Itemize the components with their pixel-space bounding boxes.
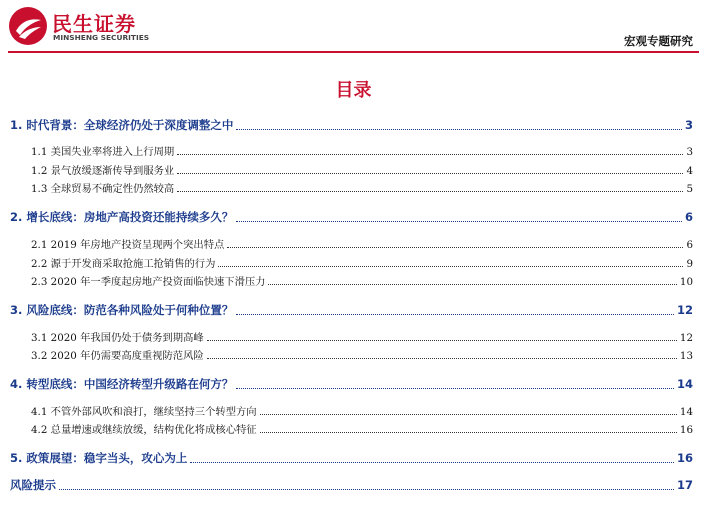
toc-dot-leader bbox=[260, 414, 677, 415]
logo-chinese-name: 民生证券 bbox=[52, 12, 136, 36]
toc-title: 目录 bbox=[335, 80, 372, 101]
toc-entry-label: 1.3 全球贸易不确定性仍然较高 bbox=[31, 183, 175, 195]
toc-dot-leader bbox=[218, 266, 683, 267]
toc-dot-leader bbox=[227, 247, 683, 248]
toc-entry-label: 3.2 2020 年仍需要高度重视防范风险 bbox=[31, 350, 204, 362]
minsheng-logo-icon bbox=[8, 6, 48, 46]
toc-entry-label: 风险提示 bbox=[10, 478, 56, 492]
toc-dot-leader bbox=[207, 340, 677, 341]
toc-entry-label: 2.2 源于开发商采取抢施工抢销售的行为 bbox=[31, 258, 216, 270]
toc-page-number: 10 bbox=[679, 276, 693, 288]
report-type-label: 宏观专题研究 bbox=[624, 34, 693, 48]
toc-section-entry[interactable] bbox=[10, 305, 693, 317]
toc-section-entry[interactable] bbox=[10, 480, 693, 492]
toc-page-number: 9 bbox=[686, 258, 693, 270]
toc-dot-leader bbox=[236, 314, 674, 315]
toc-subsection-entry[interactable] bbox=[31, 425, 693, 435]
toc-page-number: 4 bbox=[686, 165, 693, 177]
toc-section-entry[interactable] bbox=[10, 212, 693, 224]
toc-subsection-entry[interactable] bbox=[31, 147, 693, 157]
toc-page-number: 3 bbox=[684, 118, 693, 132]
toc-entry-label: 2.1 2019 年房地产投资呈现两个突出特点 bbox=[31, 239, 225, 251]
toc-page-number: 16 bbox=[676, 451, 693, 465]
minsheng-logo bbox=[8, 6, 156, 46]
toc-page-number: 16 bbox=[679, 424, 693, 436]
toc-page-number: 14 bbox=[676, 377, 693, 391]
toc-dot-leader bbox=[177, 173, 683, 174]
toc-dot-leader bbox=[177, 154, 683, 155]
toc-entry-label: 4.1 不管外部风吹和浪打，继续坚持三个转型方向 bbox=[31, 406, 257, 418]
toc-dot-leader bbox=[207, 358, 677, 359]
toc-section-entry[interactable] bbox=[10, 120, 693, 132]
toc-dot-leader bbox=[260, 432, 677, 433]
toc-dot-leader bbox=[177, 191, 683, 192]
toc-subsection-entry[interactable] bbox=[31, 166, 693, 176]
toc-subsection-entry[interactable] bbox=[31, 259, 693, 269]
toc-page-number: 5 bbox=[686, 183, 693, 195]
toc-page-number: 3 bbox=[686, 146, 693, 158]
toc-page-number: 14 bbox=[679, 406, 693, 418]
toc-subsection-entry[interactable] bbox=[31, 240, 693, 250]
toc-dot-leader bbox=[236, 221, 682, 222]
toc-subsection-entry[interactable] bbox=[31, 277, 693, 287]
toc-entry-label: 1.1 美国失业率将进入上行周期 bbox=[31, 146, 175, 158]
toc-subsection-entry[interactable] bbox=[31, 333, 693, 343]
header-divider bbox=[8, 51, 699, 53]
toc-subsection-entry[interactable] bbox=[31, 351, 693, 361]
toc-page-number: 6 bbox=[686, 239, 693, 251]
toc-entry-label: 2.3 2020 年一季度起房地产投资面临快速下滑压力 bbox=[31, 276, 266, 288]
toc-subsection-entry[interactable] bbox=[31, 407, 693, 417]
toc-entry-label: 1. 时代背景：全球经济仍处于深度调整之中 bbox=[10, 118, 234, 132]
toc-section-entry[interactable] bbox=[10, 379, 693, 391]
toc-entry-label: 4. 转型底线：中国经济转型升级路在何方？ bbox=[10, 377, 234, 391]
page-header bbox=[0, 0, 707, 54]
toc-page-number: 6 bbox=[684, 210, 693, 224]
toc-entry-label: 3. 风险底线：防范各种风险处于何种位置？ bbox=[10, 303, 234, 317]
toc-dot-leader bbox=[268, 284, 676, 285]
logo-english-name: MINSHENG SECURITIES bbox=[53, 33, 150, 42]
toc-dot-leader bbox=[236, 388, 674, 389]
toc-dot-leader bbox=[236, 129, 682, 130]
toc-entry-label: 4.2 总量增速或继续放缓，结构优化将成核心特征 bbox=[31, 424, 257, 436]
toc-dot-leader bbox=[59, 489, 674, 490]
toc-dot-leader bbox=[190, 462, 674, 463]
toc-entry-label: 5. 政策展望：稳字当头，攻心为上 bbox=[10, 451, 188, 465]
toc-page-number: 12 bbox=[679, 332, 693, 344]
toc-page-number: 12 bbox=[676, 303, 693, 317]
toc-page-number: 17 bbox=[676, 478, 693, 492]
toc-page-number: 13 bbox=[679, 350, 693, 362]
toc-entry-label: 2. 增长底线：房地产高投资还能持续多久？ bbox=[10, 210, 234, 224]
toc-subsection-entry[interactable] bbox=[31, 184, 693, 194]
toc-section-entry[interactable] bbox=[10, 453, 693, 465]
toc-entry-label: 3.1 2020 年我国仍处于债务到期高峰 bbox=[31, 332, 204, 344]
toc-entry-label: 1.2 景气放缓逐渐传导到服务业 bbox=[31, 165, 175, 177]
